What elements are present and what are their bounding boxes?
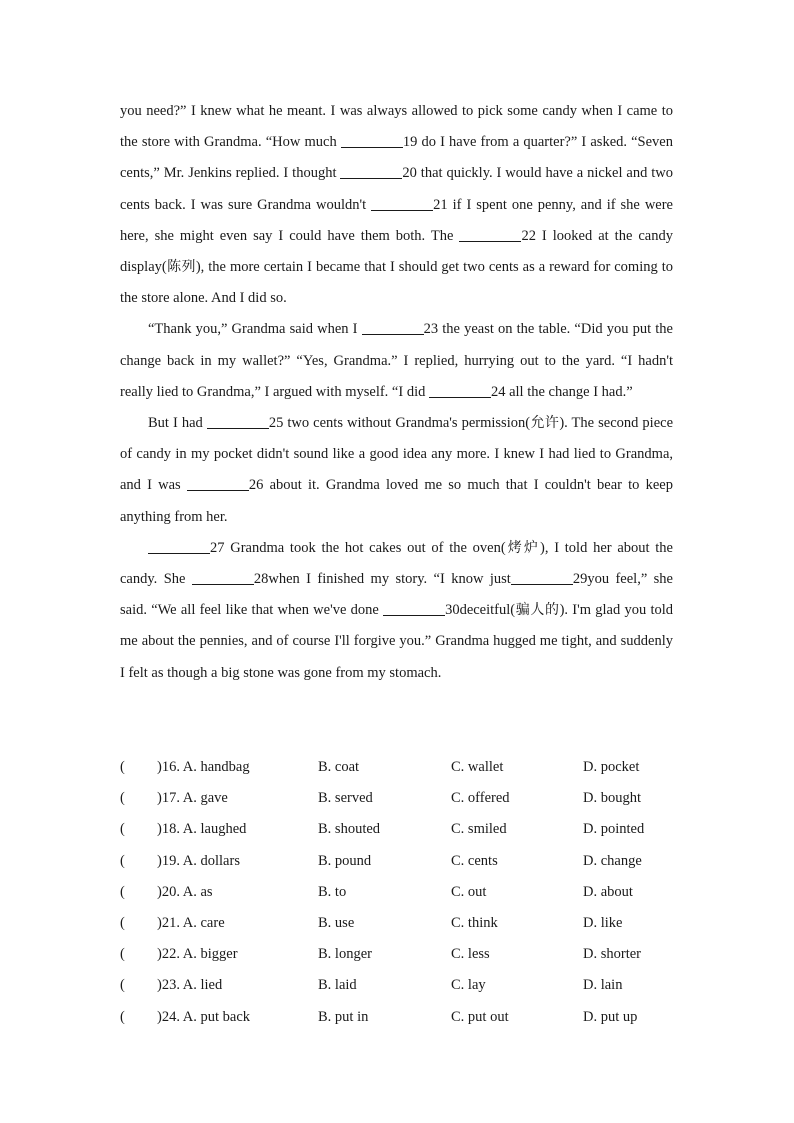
passage-text: 20 that quickly. I would have a nickel and two cents back. I was sure Grandma wouldn't (120, 165, 674, 213)
passage-text: 19 do I have from a quarter?” I asked. “Seven cents,” Mr. Jenkins replied. I thought (120, 134, 673, 182)
blank-20 (340, 177, 402, 179)
question-option-d: D. pocket (583, 759, 640, 775)
passage-text: 21 if I spent one penny, and if she were here, she might even say I could have them both. The (120, 196, 673, 244)
question-option-a: )18. A. laughed (157, 821, 247, 838)
question-row (120, 1002, 680, 1033)
blank-25 (207, 427, 269, 429)
passage-text: 27 Grandma took the hot cakes out of the oven( (210, 539, 506, 556)
question-option-a: )20. A. as (157, 883, 213, 900)
passage-text: “Thank you,” Grandma said when I (148, 321, 362, 338)
passage-text: ). The second piece of candy in my pocket didn't sound like a good idea any more. I knew I had lied to Grandma, and I was (120, 415, 674, 494)
question-option-c: C. out (451, 883, 487, 900)
question-option-b: B. pound (318, 852, 372, 869)
passage-text: 23 the yeast on the table. “Did you put the change back in my wallet?” “Yes, Grandma.” I replied, hurrying out to the yard. “I hadn't really lied to Grandma,” I argued with myself. “I did (120, 321, 673, 400)
answer-paren: ( (120, 852, 125, 869)
blank-19 (341, 146, 403, 148)
question-option-b: B. laid (318, 977, 357, 994)
question-option-c: C. think (451, 914, 498, 931)
blank-26 (187, 489, 249, 491)
question-option-c: C. wallet (451, 759, 504, 775)
answer-paren: ( (120, 790, 125, 807)
question-option-b: B. use (318, 914, 355, 931)
chinese-gloss: 允许 (530, 415, 560, 432)
blank-21 (371, 209, 433, 211)
question-list (120, 752, 680, 1033)
answer-paren: ( (120, 883, 125, 900)
answer-paren: ( (120, 946, 125, 963)
blank-28 (192, 583, 254, 585)
question-option-a: )24. A. put back (157, 1008, 251, 1025)
question-option-d: D. pointed (583, 821, 645, 838)
passage-paragraph-2 (120, 314, 673, 408)
chinese-gloss: 陈列 (166, 259, 196, 276)
chinese-gloss: 烤炉 (505, 539, 541, 556)
passage-paragraph-4 (120, 533, 673, 689)
question-option-d: D. bought (583, 790, 641, 807)
question-option-c: C. smiled (451, 821, 507, 838)
blank-29 (511, 583, 573, 585)
question-option-a: )17. A. gave (157, 790, 228, 807)
passage-text: 30deceitful( (445, 602, 516, 619)
question-row (120, 970, 680, 1001)
question-row (120, 752, 680, 783)
passage-text: you need?” I knew what he meant. I was always allowed to pick some candy when I came to the store with Grandma. “How much (120, 103, 673, 151)
question-option-c: C. cents (451, 852, 498, 869)
answer-paren: ( (120, 759, 125, 775)
question-option-d: D. like (583, 914, 623, 931)
passage-text: ), I told her about the candy. She (120, 539, 673, 588)
reading-passage (120, 96, 673, 689)
passage-text: ), the more certain I became that I should get two cents as a reward for coming to the store alone. And I did so. (120, 259, 674, 307)
blank-30 (383, 614, 445, 616)
question-row (120, 939, 680, 970)
question-row (120, 783, 680, 814)
question-row (120, 846, 680, 877)
question-row (120, 908, 680, 939)
question-option-b: B. longer (318, 946, 372, 963)
answer-paren: ( (120, 1008, 125, 1025)
question-option-b: B. coat (318, 759, 360, 775)
answer-paren: ( (120, 914, 125, 931)
answer-paren: ( (120, 821, 125, 838)
question-option-a: )23. A. lied (157, 977, 223, 994)
passage-paragraph-1 (120, 96, 673, 314)
passage-text: 29you feel,” she said. “We all feel like that when we've done (120, 571, 673, 619)
question-option-c: C. put out (451, 1008, 509, 1025)
question-option-c: C. less (451, 946, 490, 963)
question-option-b: B. shouted (318, 821, 381, 838)
question-option-d: D. about (583, 883, 633, 900)
question-option-a: )21. A. care (157, 914, 225, 931)
question-row (120, 814, 680, 845)
question-option-a: )22. A. bigger (157, 946, 238, 963)
question-option-d: D. change (583, 852, 642, 869)
passage-text: 28when I finished my story. “I know just (253, 571, 511, 588)
answer-paren: ( (120, 977, 125, 994)
question-row (120, 877, 680, 908)
passage-paragraph-3 (120, 408, 673, 533)
blank-24 (429, 396, 491, 398)
passage-text: 22 I looked at the candy display( (120, 227, 673, 276)
question-option-b: B. put in (318, 1008, 369, 1025)
chinese-gloss: 骗人的 (515, 602, 560, 619)
passage-text: But I had (148, 415, 207, 432)
question-option-c: C. offered (451, 790, 510, 807)
question-option-a: )19. A. dollars (157, 852, 240, 869)
passage-text: 26 about it. Grandma loved me so much that I couldn't bear to keep anything from her. (120, 477, 673, 525)
question-option-b: B. to (318, 883, 347, 900)
blank-27 (148, 552, 210, 554)
question-option-d: D. put up (583, 1008, 638, 1025)
question-option-a: )16. A. handbag (157, 759, 250, 775)
passage-text: 24 all the change I had.” (490, 383, 633, 400)
question-option-d: D. shorter (583, 946, 641, 963)
question-option-c: C. lay (451, 977, 486, 994)
passage-text: ). I'm glad you told me about the pennies, and of course I'll forgive you.” Grandma hugged me tight, and suddenly I felt as though a big stone was gone from my stomach. (120, 602, 674, 681)
question-option-b: B. served (318, 790, 373, 807)
passage-text: 25 two cents without Grandma's permission( (268, 415, 531, 432)
question-option-d: D. lain (583, 977, 623, 994)
blank-23 (362, 333, 424, 335)
blank-22 (459, 240, 521, 242)
